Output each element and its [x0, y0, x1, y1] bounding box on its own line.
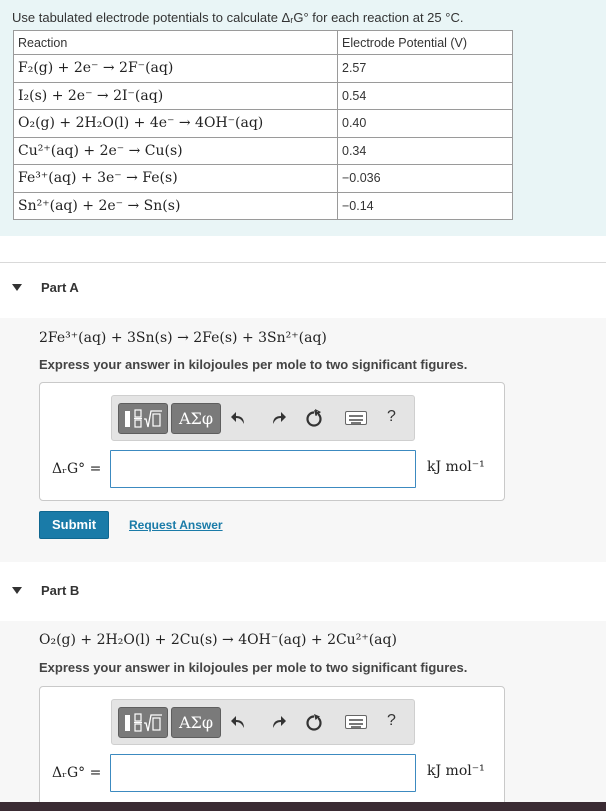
help-icon[interactable]: ?	[387, 712, 396, 729]
table-row	[14, 82, 513, 110]
column-header-potential: Electrode Potential (V)	[338, 31, 513, 55]
reaction-cell: F₂(g) + 2e⁻ → 2F⁻(aq)	[14, 55, 338, 83]
reaction-cell: I₂(s) + 2e⁻ → 2I⁻(aq)	[14, 82, 338, 110]
keyboard-icon[interactable]	[345, 411, 367, 425]
intro-question: Use tabulated electrode potentials to calculate ΔᵣG° for each reaction at 25 °C.	[12, 10, 464, 25]
table-row	[14, 192, 513, 220]
part-b-answer-box	[39, 686, 505, 811]
answer-input[interactable]	[110, 450, 416, 488]
answer-label: ΔᵣG° =	[52, 461, 102, 477]
column-header-reaction: Reaction	[14, 31, 338, 55]
part-a-answer-box	[39, 382, 505, 501]
answer-label: ΔᵣG° =	[52, 765, 102, 781]
templates-button[interactable]	[118, 403, 168, 434]
table-row	[14, 137, 513, 165]
collapse-triangle-icon[interactable]	[12, 284, 22, 291]
problem-intro	[0, 0, 606, 236]
part-b-instruction: Express your answer in kilojoules per mole to two significant figures.	[39, 660, 468, 675]
greek-symbols-button[interactable]: ΑΣφ	[171, 707, 221, 738]
submit-button[interactable]: Submit	[39, 511, 109, 539]
part-a-body	[0, 318, 606, 562]
answer-unit: kJ mol⁻¹	[427, 459, 485, 475]
redo-icon[interactable]	[265, 710, 289, 734]
answer-input[interactable]	[110, 754, 416, 792]
part-a-header[interactable]	[0, 263, 606, 313]
part-b-header[interactable]	[0, 566, 606, 616]
electrode-potentials-table	[13, 30, 513, 220]
reaction-cell: Cu²⁺(aq) + 2e⁻ → Cu(s)	[14, 137, 338, 165]
potential-cell: 2.57	[338, 55, 513, 83]
potential-cell: −0.036	[338, 165, 513, 193]
part-a-equation: 2Fe³⁺(aq) + 3Sn(s) → 2Fe(s) + 3Sn²⁺(aq)	[39, 330, 327, 346]
part-b-label: Part B	[41, 583, 80, 598]
part-b-equation: O₂(g) + 2H₂O(l) + 2Cu(s) → 4OH⁻(aq) + 2Cu²⁺(aq)	[39, 632, 397, 648]
reaction-cell: O₂(g) + 2H₂O(l) + 4e⁻ → 4OH⁻(aq)	[14, 110, 338, 138]
reset-icon[interactable]	[302, 710, 326, 734]
answer-unit: kJ mol⁻¹	[427, 763, 485, 779]
potential-cell: −0.14	[338, 192, 513, 220]
potential-cell: 0.54	[338, 82, 513, 110]
table-header-row	[14, 31, 513, 55]
part-a-label: Part A	[41, 280, 79, 295]
templates-button[interactable]	[118, 707, 168, 738]
templates-icon	[133, 408, 163, 430]
part-a-instruction: Express your answer in kilojoules per mole to two significant figures.	[39, 357, 468, 372]
collapse-triangle-icon[interactable]	[12, 587, 22, 594]
request-answer-link[interactable]: Request Answer	[129, 518, 223, 532]
templates-icon	[133, 712, 163, 734]
redo-icon[interactable]	[265, 406, 289, 430]
table-row	[14, 55, 513, 83]
keyboard-icon[interactable]	[345, 715, 367, 729]
table-row	[14, 165, 513, 193]
bottom-bar	[0, 802, 606, 811]
reset-icon[interactable]	[302, 406, 326, 430]
undo-icon[interactable]	[228, 710, 252, 734]
potential-cell: 0.40	[338, 110, 513, 138]
reaction-cell: Sn²⁺(aq) + 2e⁻ → Sn(s)	[14, 192, 338, 220]
math-toolbar	[111, 699, 415, 745]
greek-symbols-button[interactable]: ΑΣφ	[171, 403, 221, 434]
reaction-cell: Fe³⁺(aq) + 3e⁻ → Fe(s)	[14, 165, 338, 193]
help-icon[interactable]: ?	[387, 408, 396, 425]
potential-cell: 0.34	[338, 137, 513, 165]
part-b-body	[0, 621, 606, 802]
undo-icon[interactable]	[228, 406, 252, 430]
table-row	[14, 110, 513, 138]
math-toolbar	[111, 395, 415, 441]
